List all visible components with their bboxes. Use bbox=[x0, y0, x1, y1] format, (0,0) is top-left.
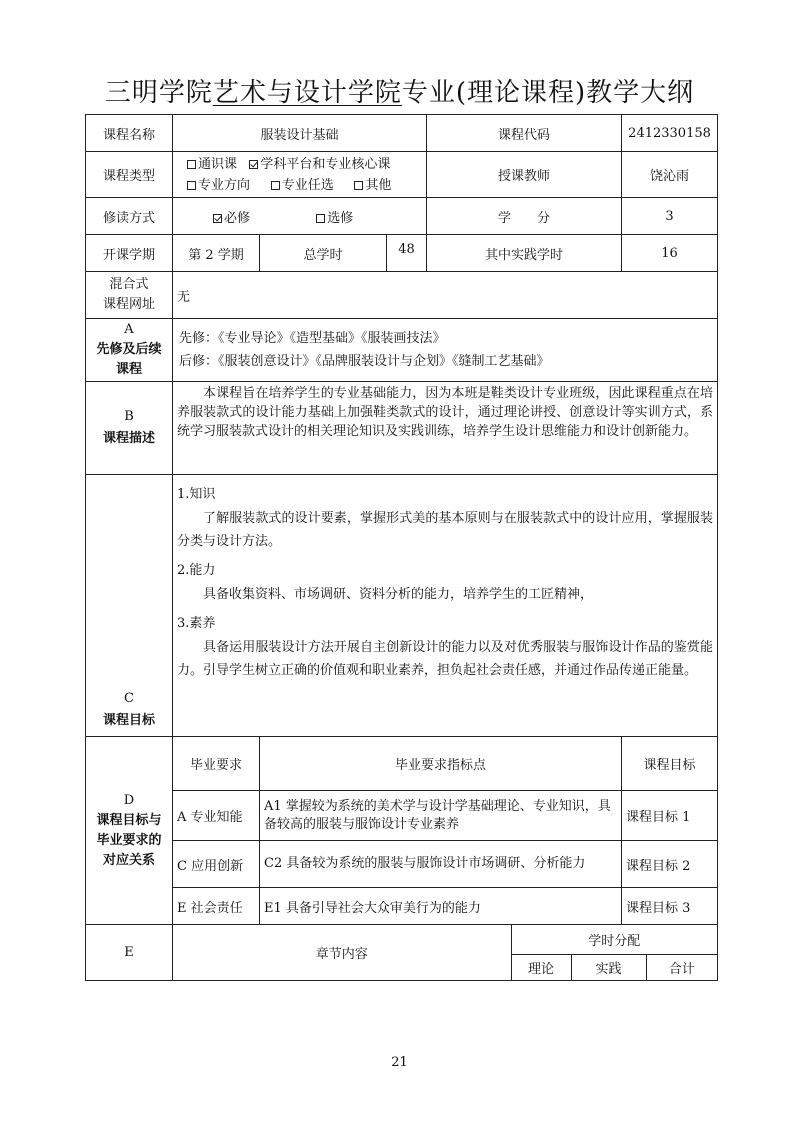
header-course-goal: 课程目标 bbox=[622, 737, 718, 791]
grad-req: A 专业知能 bbox=[173, 791, 260, 841]
course-code-value: 2412330158 bbox=[622, 115, 718, 152]
total-hours-value: 48 bbox=[387, 235, 427, 272]
course-name-value: 服装设计基础 bbox=[173, 115, 427, 152]
section-e-content bbox=[173, 925, 718, 981]
credit-label: 学 分 bbox=[427, 198, 622, 235]
goal-ability-text: 具备收集资料、市场调研、资料分析的能力，培养学生的工匠精神， bbox=[203, 587, 594, 602]
unchecked-box-icon bbox=[187, 160, 196, 169]
total-hours-label: 总学时 bbox=[260, 235, 387, 272]
row-section-e bbox=[86, 925, 718, 981]
goal-ability-heading: 2.能力 bbox=[177, 563, 216, 578]
indicator-point: A1 掌握较为系统的美术学与设计学基础理论、专业知识，具备较高的服装与服饰设计专业素养 bbox=[260, 791, 622, 841]
semester-value: 第 2 学期 bbox=[173, 235, 260, 272]
row-section-b bbox=[86, 382, 718, 475]
teacher-label: 授课教师 bbox=[427, 152, 622, 198]
indicator-point: C2 具备较为系统的服装与服饰设计市场调研、分析能力 bbox=[260, 841, 622, 888]
checked-box-icon bbox=[249, 160, 258, 169]
section-b-label: B 课程描述 bbox=[86, 382, 173, 475]
type-option-direction: 专业方向 bbox=[187, 178, 250, 193]
grad-req: C 应用创新 bbox=[173, 841, 260, 888]
course-type-label: 课程类型 bbox=[86, 152, 173, 198]
section-c-label: C 课程目标 bbox=[86, 475, 173, 737]
unchecked-box-icon bbox=[187, 181, 196, 190]
course-type-options bbox=[173, 152, 427, 198]
course-name-label: 课程名称 bbox=[86, 115, 173, 152]
row-study-mode bbox=[86, 198, 718, 235]
type-option-core: 学科平台和专业核心课 bbox=[249, 157, 390, 172]
section-e-label: E bbox=[86, 925, 173, 981]
goal-knowledge-text: 了解服装款式的设计要素，掌握形式美的基本原则与在服装款式中的设计应用，掌握服装分类与设计方法。 bbox=[177, 511, 714, 549]
mode-option-required: 必修 bbox=[213, 211, 250, 226]
unchecked-box-icon bbox=[271, 181, 280, 190]
course-description-cell bbox=[173, 382, 718, 475]
row-course-type bbox=[86, 152, 718, 198]
hours-allocation-label: 学时分配 bbox=[511, 925, 717, 954]
credit-value: 3 bbox=[622, 198, 718, 235]
goal-literacy-heading: 3.素养 bbox=[177, 616, 216, 631]
row-section-c bbox=[86, 475, 718, 737]
theory-label: 理论 bbox=[511, 954, 571, 980]
hours-table bbox=[173, 925, 717, 980]
course-goal: 课程目标 3 bbox=[622, 888, 718, 925]
type-option-elective: 专业任选 bbox=[271, 178, 334, 193]
mode-option-elective: 选修 bbox=[316, 211, 353, 226]
course-url-value: 无 bbox=[173, 272, 718, 319]
title-suffix: 专业(理论课程)教学大纲 bbox=[401, 78, 695, 108]
page-title bbox=[0, 72, 799, 109]
title-school: 三明学院 bbox=[104, 78, 213, 108]
study-mode-label: 修读方式 bbox=[86, 198, 173, 235]
mapping-row bbox=[86, 841, 718, 888]
type-option-other: 其他 bbox=[354, 178, 391, 193]
course-code-label: 课程代码 bbox=[427, 115, 622, 152]
mapping-row bbox=[86, 888, 718, 925]
course-description: 本课程旨在培养学生的专业基础能力，因为本班是鞋类设计专业班级，因此课程重点在培养服装款式的设计能力基础上加强鞋类款式的设计，通过理论讲授、创意设计等实训方式，系统学习服装款式设计的相关理论知识及实践训练，培养学生设计思维能力和设计创新能力。 bbox=[177, 386, 714, 439]
grad-req: E 社会责任 bbox=[173, 888, 260, 925]
goal-literacy-text: 具备运用服装设计方法开展自主创新设计的能力以及对优秀服装与服饰设计作品的鉴赏能力。引导学生树立正确的价值观和职业素养，担负起社会责任感，并通过作品传递正能量。 bbox=[177, 640, 714, 678]
prerequisite-courses: 先修：《专业导论》《造型基础》《服装画技法》 bbox=[179, 331, 446, 346]
section-a-label: A 先修及后续 课程 bbox=[86, 319, 173, 382]
course-goals-cell bbox=[173, 475, 718, 737]
practice-hours-value: 16 bbox=[622, 235, 718, 272]
unchecked-box-icon bbox=[354, 181, 363, 190]
row-section-a bbox=[86, 319, 718, 382]
followup-courses: 后修：《服装创意设计》《品牌服装设计与企划》《缝制工艺基础》 bbox=[179, 354, 550, 369]
practice-label: 实践 bbox=[571, 954, 646, 980]
total-label: 合计 bbox=[646, 954, 717, 980]
syllabus-table bbox=[85, 114, 718, 981]
header-grad-req: 毕业要求 bbox=[173, 737, 260, 791]
title-college: 艺术与设计学院 bbox=[212, 78, 402, 108]
checked-box-icon bbox=[213, 214, 222, 223]
page-number: 21 bbox=[391, 1055, 408, 1070]
practice-hours-label: 其中实践学时 bbox=[427, 235, 622, 272]
section-a-content bbox=[173, 319, 718, 382]
row-d-header bbox=[86, 737, 718, 791]
unchecked-box-icon bbox=[316, 214, 325, 223]
indicator-point: E1 具备引导社会大众审美行为的能力 bbox=[260, 888, 622, 925]
row-course-url bbox=[86, 272, 718, 319]
chapter-content-label: 章节内容 bbox=[173, 925, 511, 980]
type-option-general: 通识课 bbox=[187, 157, 237, 172]
section-d-label: D 课程目标与 毕业要求的 对应关系 bbox=[86, 737, 173, 925]
mapping-row bbox=[86, 791, 718, 841]
row-course-name bbox=[86, 115, 718, 152]
study-mode-options bbox=[173, 198, 427, 235]
row-semester bbox=[86, 235, 718, 272]
course-goal: 课程目标 2 bbox=[622, 841, 718, 888]
course-url-label: 混合式 课程网址 bbox=[86, 272, 173, 319]
header-indicator: 毕业要求指标点 bbox=[260, 737, 622, 791]
course-goal: 课程目标 1 bbox=[622, 791, 718, 841]
semester-label: 开课学期 bbox=[86, 235, 173, 272]
teacher-value: 饶沁雨 bbox=[622, 152, 718, 198]
goal-knowledge-heading: 1.知识 bbox=[177, 487, 216, 502]
